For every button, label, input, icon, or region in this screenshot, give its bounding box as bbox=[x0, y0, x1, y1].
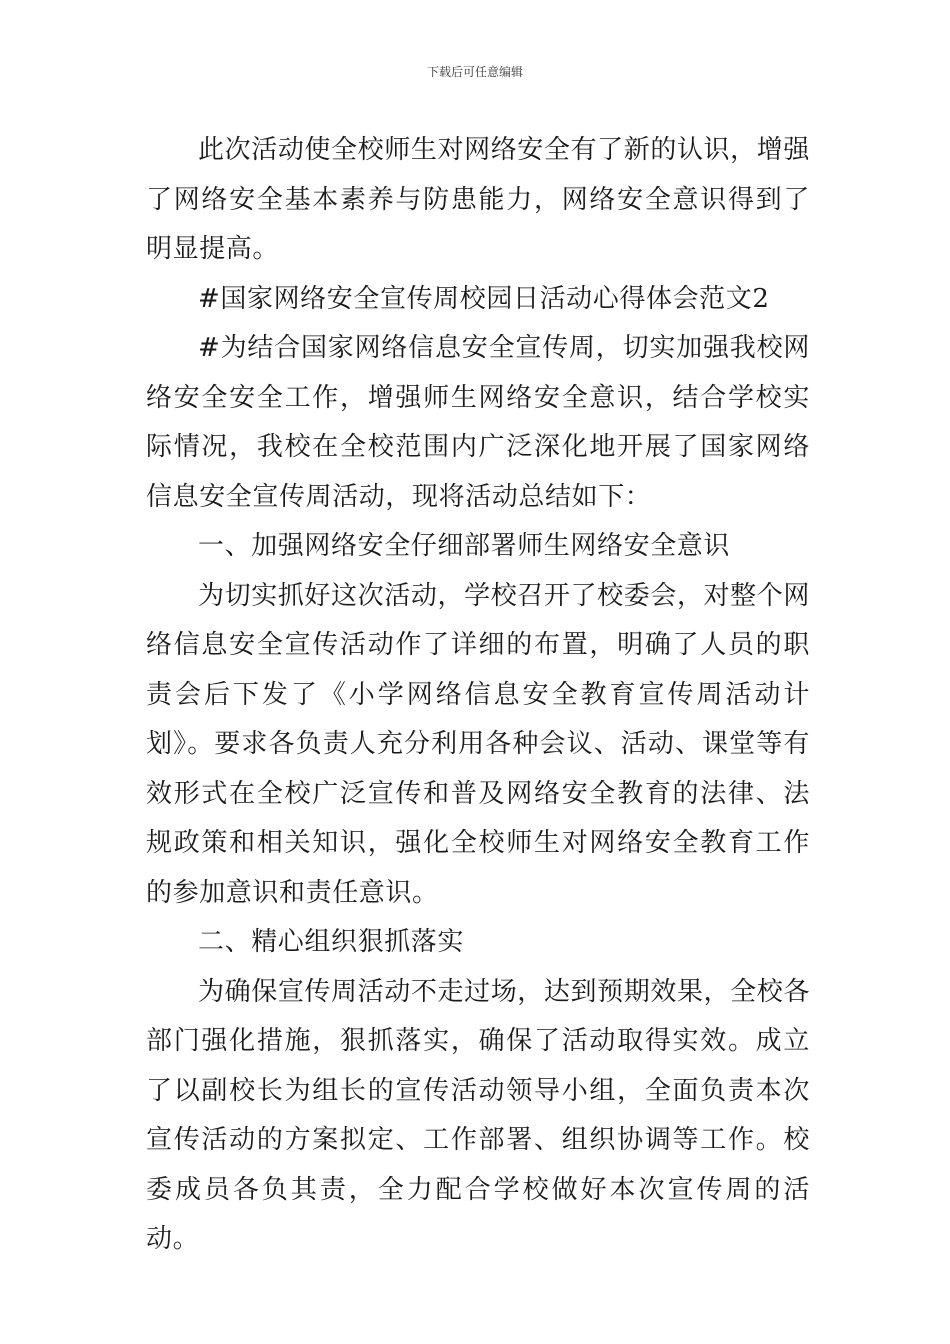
section-title-sample-2: #国家网络安全宣传周校园日活动心得体会范文2 bbox=[198, 283, 770, 314]
page-header-note: 下载后可任意编辑 bbox=[426, 65, 523, 79]
paragraph-awareness-summary: 此次活动使全校师生对网络安全有了新的认识，增强了网络安全基本素养与防患能力，网络安全意识得到了明显提高。 bbox=[146, 135, 810, 264]
paragraph-introduction: #为结合国家网络信息安全宣传周，切实加强我校网络安全安全工作，增强师生网络安全意识，结合学校实际情况，我校在全校范围内广泛深化地开展了国家网络信息安全宣传周活动，现将活动总结如下： bbox=[146, 333, 810, 512]
section-heading-one: 一、加强网络安全仔细部署师生网络安全意识 bbox=[198, 531, 731, 561]
document-body bbox=[146, 126, 810, 1265]
section-heading-two: 二、精心组织狠抓落实 bbox=[198, 927, 465, 957]
paragraph-implementation: 为确保宣传周活动不走过场，达到预期效果，全校各部门强化措施，狠抓落实，确保了活动取得实效。成立了以副校长为组长的宣传活动领导小组，全面负责本次宣传活动的方案拟定、工作部署、组织协调等工作。校委成员各负其责，全力配合学校做好本次宣传周的活动。 bbox=[146, 976, 810, 1254]
paragraph-deployment: 为切实抓好这次活动，学校召开了校委会，对整个网络信息安全宣传活动作了详细的布置，明确了人员的职责会后下发了《小学网络信息安全教育宣传周活动计划》。要求各负责人充分利用各种会议、活动、课堂等有效形式在全校广泛宣传和普及网络安全教育的法律、法规政策和相关知识，强化全校师生对网络安全教育工作的参加意识和责任意识。 bbox=[146, 580, 810, 908]
